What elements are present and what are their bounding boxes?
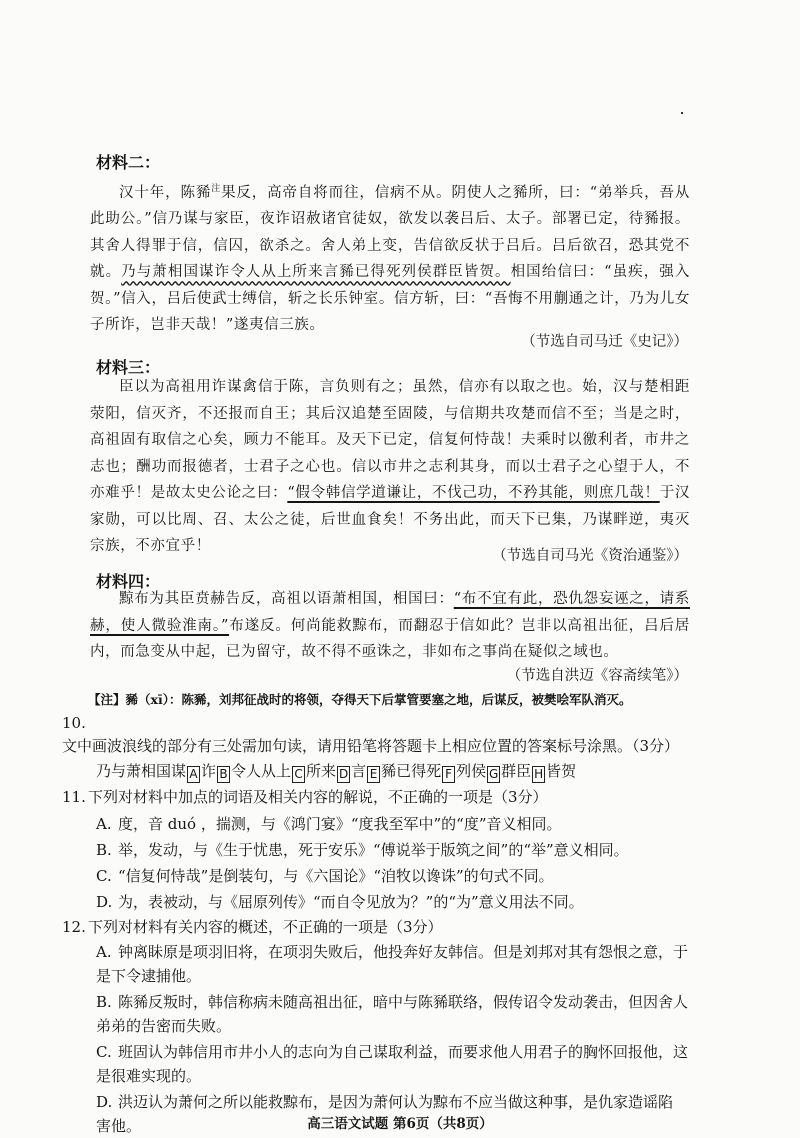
q11-option-a[interactable]: A. 度，音 duó ，揣测，与《鸿门宴》“度我至军中”的“度”音义相同。 bbox=[96, 815, 562, 833]
answer-box-d[interactable]: D bbox=[338, 767, 349, 781]
q10-segmented-sentence: 乃与萧相国谋 A 诈 B 令人从上 C 所来 D 言 E 豨已得死 F 列侯 G 群臣 H 皆贺 bbox=[96, 762, 577, 781]
material3-source: （节选自司马光《资治通鉴》） bbox=[492, 548, 688, 564]
material2-source: （节选自司马迁《史记》） bbox=[521, 334, 688, 350]
underlined-quote-material3: “假令韩信学道谦让，不伐己功，不矜其能，则庶几哉！ bbox=[287, 485, 660, 501]
note-marker: 注 bbox=[211, 184, 222, 194]
scan-speck bbox=[681, 112, 683, 114]
answer-box-b[interactable]: B bbox=[217, 766, 230, 783]
answer-box-e[interactable]: E bbox=[367, 766, 380, 783]
answer-box-a[interactable]: A bbox=[187, 766, 200, 783]
question-11: 11. 下列对材料中加点的词语及相关内容的解说，不正确的一项是（3分） bbox=[62, 788, 548, 806]
answer-box-g[interactable]: G bbox=[488, 767, 499, 781]
material3-passage: 臣以为高祖用诈谋禽信于陈，言负则有之；虽然，信亦有以取之也。始，汉与楚相距荥阳，信灭齐，不还报而自王；其后汉追楚至固陵，与信期共攻楚而信不至；当是之时，高祖固有取信之心矣，顾力不能耳。及天下已定，信复何恃哉！夫乘时以徼利者，市井之志也；酬功而报德者，士君子之心也。信以市井之志利其身，而以士君子之心望于人，不亦难乎！是故太史公论之曰：“假令韩信学道谦让，不伐己功，不矜其能，则庶几哉！于汉家勋，可以比周、召、太公之徒，后世血食矣！不务出此，而天下已集，乃谋畔逆，夷灭宗族，不亦宜乎！ bbox=[90, 379, 690, 554]
material4-passage: 黥布为其臣贲赫告反，高祖以语萧相国，相国曰：“布不宜有此，恐仇怨妄诬之，请系赫，使人微验淮南。”布遂反。何尚能救黥布，而翻忍于信如此？岂非以高祖出征，吕后居内，而急变从中起，已为留守，故不得不亟诛之，非如布之事尚在疑似之域也。 bbox=[90, 591, 690, 660]
answer-box-f[interactable]: F bbox=[442, 766, 455, 783]
q12-option-c[interactable]: C. 班固认为韩信用市井小人的志向为自己谋取利益，而要求他人用君子的胸怀回报他，这是很难实现的。 bbox=[96, 1043, 689, 1085]
question-10: 10.文中画波浪线的部分有三处需加句读，请用铅笔将答题卡上相应位置的答案标号涂黑。（3分） bbox=[62, 714, 680, 755]
underlined-quote-material4: “布不宜有此，恐仇怨妄诬之，请系赫，使人微验淮南。” bbox=[90, 591, 690, 634]
footnote: 【注】豨（xī）：陈豨，刘邦征战时的将领，夺得天下后掌管要塞之地，后谋反，被樊哙军队消灭。 bbox=[88, 692, 632, 707]
page-footer: 高三语文试题 第6页（共8页） bbox=[307, 1116, 493, 1132]
material3-header: 材料三： bbox=[96, 358, 161, 377]
material2-passage: 汉十年，陈豨$^注$果反，高帝自将而往，信病不从。阴使人之豨所，曰：“弟举兵，吾从此助公。”信乃谋与家臣，夜诈诏赦诸官徒奴，欲发以袭吕后、太子。部署已定，待豨报。其舍人得罪于信，信囚，欲杀之。舍人弟上变，告信欲反状于吕后。吕后欲召，恐其党不就。乃与萧相国谋诈令人从上所来言豨已得死列侯群臣皆贺。相国绐信曰：“虽疾，强入贺。”信入，吕后使武士缚信，斩之长乐钟室。信方斩，曰：“吾悔不用蒯通之计，乃为儿女子所诈，岂非天哉！”遂夷信三族。 bbox=[90, 184, 690, 334]
q11-option-d[interactable]: D. 为，表被动，与《屈原列传》“而自令见放为？”的“为”意义用法不同。 bbox=[96, 893, 584, 911]
q12-option-a[interactable]: A. 钟离眛原是项羽旧将，在项羽失败后，他投奔好友韩信。但是刘邦对其有怨恨之意，于是下令逮捕他。 bbox=[96, 943, 689, 985]
q12-option-d[interactable]: D. 洪迈认为萧何之所以能救黥布，是因为萧何认为黥布不应当做这种事，是仇家造谣陷害他。 bbox=[96, 1093, 674, 1135]
question-12: 12. 下列对材料有关内容的概述，不正确的一项是（3分） bbox=[62, 918, 443, 936]
answer-box-h[interactable]: H bbox=[534, 767, 544, 781]
material2-header: 材料二： bbox=[96, 153, 161, 172]
q11-option-c[interactable]: C. “信复何恃哉”是倒装句，与《六国论》“洎牧以谗诛”的句式不同。 bbox=[96, 867, 554, 885]
answer-box-c[interactable]: C bbox=[292, 766, 305, 783]
q11-option-b[interactable]: B. 举，发动，与《生于忧患，死于安乐》“傅说举于版筑之间”的“举”意义相同。 bbox=[96, 841, 629, 859]
wavy-underlined-sentence: 乃与萧相国谋诈令人从上所来言豨已得死列侯群臣皆贺。 bbox=[121, 264, 511, 281]
material4-header: 材料四： bbox=[96, 572, 161, 591]
q12-option-b[interactable]: B. 陈豨反叛时，韩信称病未随高祖出征，暗中与陈豨联络，假传诏令发动袭击，但因舍人弟弟的告密而失败。 bbox=[96, 993, 689, 1035]
material4-source: （节选自洪迈《容斋续笔》） bbox=[506, 668, 688, 684]
